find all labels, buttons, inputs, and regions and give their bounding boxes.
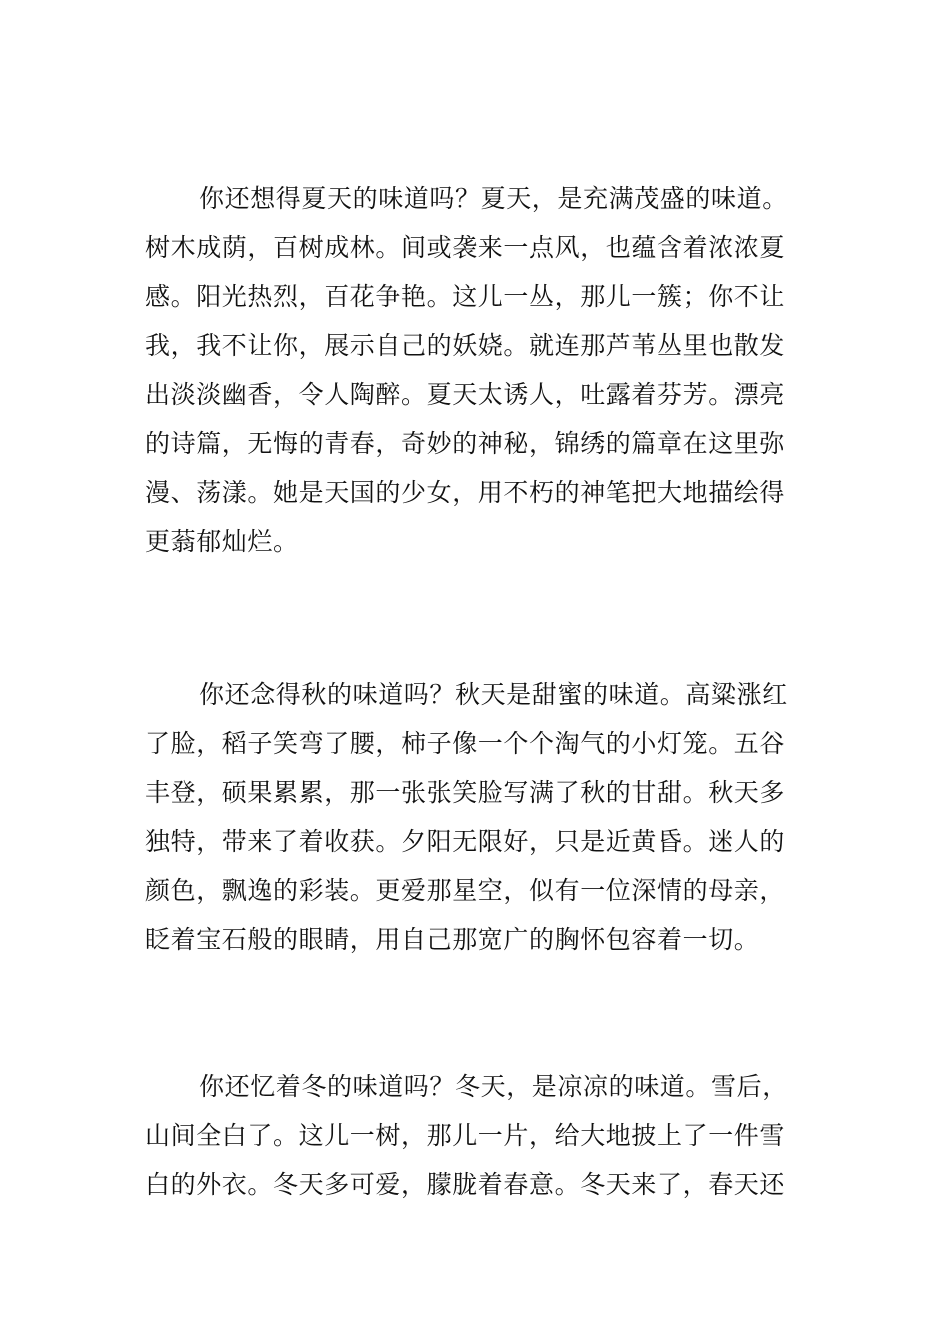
text-line: 你还想得夏天的味道吗？夏天，是充满茂盛的味道。 [199,184,788,213]
text-line: 眨着宝石般的眼睛，用自己那宽广的胸怀包容着一切。 [145,925,760,954]
text-line: 我，我不让你，展示自己的妖娆。就连那芦苇丛里也散发 [145,331,786,360]
text-line: 感。阳光热烈，百花争艳。这儿一丛，那儿一簇；你不让 [145,282,786,311]
text-line: 了脸，稻子笑弯了腰，柿子像一个个淘气的小灯笼。五谷 [145,729,786,758]
text-line: 白的外衣。冬天多可爱，朦胧着春意。冬天来了，春天还 [145,1170,786,1199]
text-line: 的诗篇，无悔的青春，奇妙的神秘，锦绣的篇章在这里弥 [145,429,786,458]
text-line: 山间全白了。这儿一树，那儿一片，给大地披上了一件雪 [145,1121,786,1150]
text-line: 独特，带来了着收获。夕阳无限好，只是近黄昏。迷人的 [145,827,786,856]
text-line: 更蓊郁灿烂。 [145,527,299,556]
text-line: 你还念得秋的味道吗？秋天是甜蜜的味道。高粱涨红 [199,680,788,709]
paragraph-summer [145,174,815,566]
text-line: 出淡淡幽香，令人陶醉。夏天太诱人，吐露着芬芳。漂亮 [145,380,786,409]
paragraph-winter [145,1062,815,1209]
text-line: 丰登，硕果累累，那一张张笑脸写满了秋的甘甜。秋天多 [145,778,786,807]
paragraph-autumn [145,670,815,964]
text-line: 树木成荫，百树成林。间或袭来一点风，也蕴含着浓浓夏 [145,233,786,262]
text-line: 你还忆着冬的味道吗？冬天，是凉凉的味道。雪后， [199,1072,788,1101]
text-line: 颜色，飘逸的彩装。更爱那星空，似有一位深情的母亲， [145,876,786,905]
text-line: 漫、荡漾。她是天国的少女，用不朽的神笔把大地描绘得 [145,478,786,507]
